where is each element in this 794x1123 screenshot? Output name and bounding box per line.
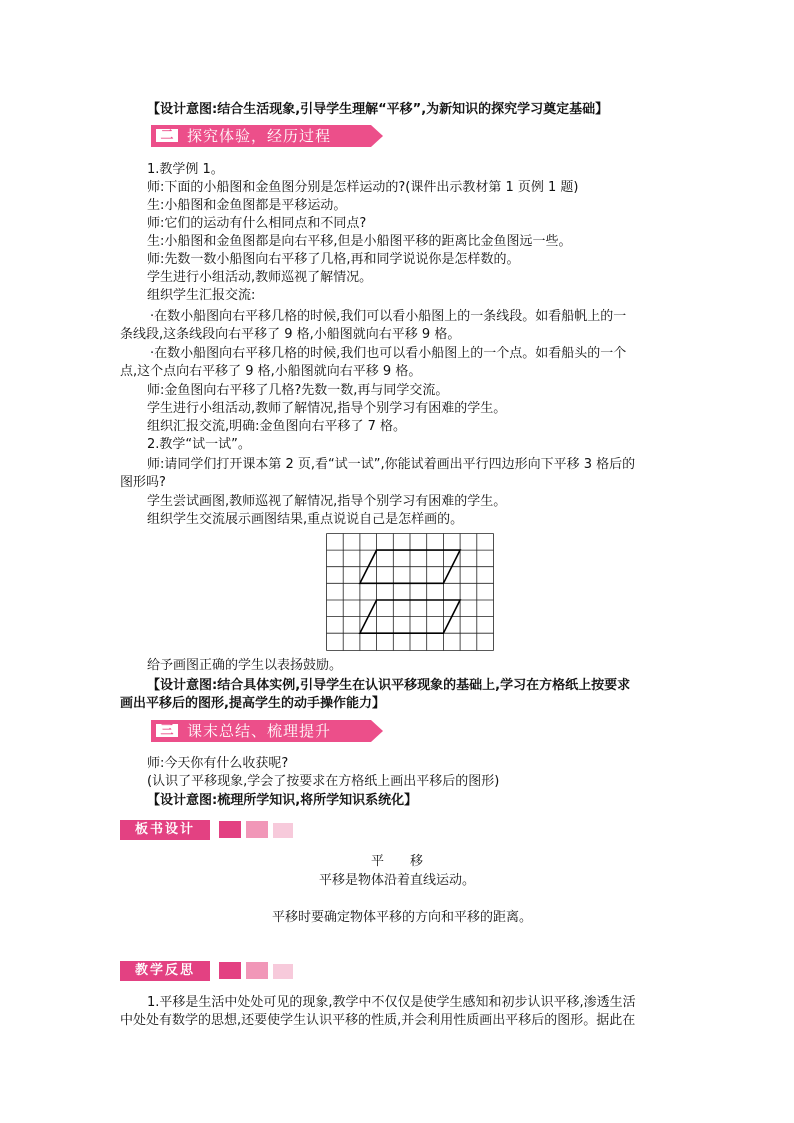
body-line: 给予画图正确的学生以表扬鼓励。 [147, 658, 343, 673]
section-tail-decoration [371, 720, 383, 742]
body-line: 点,这个点向右平移了 9 格,小船图就向右平移 9 格。 [120, 364, 422, 379]
body-line: 生:小船图和金鱼图都是平移运动。 [147, 198, 347, 213]
board-title: 平 移 [370, 854, 423, 869]
board-line-2: 平移时要确定物体平移的方向和平移的距离。 [272, 910, 533, 925]
body-line: 图形吗? [120, 475, 166, 490]
section-number: 三 [155, 723, 179, 738]
section-number: 二 [155, 128, 179, 143]
section-title: 探究体验，经历过程 [187, 127, 332, 145]
design-intent-3: 【设计意图:梳理所学知识,将所学知识系统化】 [147, 793, 418, 808]
decor-square [273, 823, 293, 838]
section-title: 课末总结、梳理提升 [187, 722, 332, 740]
body-line: ·在数小船图向右平移几格的时候,我们可以看小船图上的一条线段。如看船帆上的一 [150, 309, 627, 324]
body-line: 师:请同学们打开课本第 2 页,看“试一试”,你能试着画出平行四边形向下平移 3 格后的 [147, 457, 636, 472]
body-line: 2.教学“试一试”。 [147, 437, 251, 452]
decor-square [246, 962, 268, 979]
reflection-label: 教学反思 [120, 961, 210, 981]
body-line: ·在数小船图向右平移几格的时候,我们也可以看小船图上的一个点。如看船头的一个 [150, 346, 627, 361]
body-line: 条线段,这条线段向右平移了 9 格,小船图就向右平移 9 格。 [120, 327, 461, 342]
body-line: 学生进行小组活动,教师巡视了解情况。 [147, 270, 373, 285]
board-line-1: 平移是物体沿着直线运动。 [318, 873, 475, 888]
summary-line: 师:今天你有什么收获呢? [147, 756, 289, 771]
body-line: 学生尝试画图,教师巡视了解情况,指导个别学习有困难的学生。 [147, 494, 507, 509]
decor-square [246, 821, 268, 838]
body-line: 1.教学例 1。 [147, 162, 224, 177]
design-intent-2-cont: 画出平移后的图形,提高学生的动手操作能力】 [120, 696, 385, 711]
reflection-line: 1.平移是生活中处处可见的现象,教学中不仅仅是使学生感知和初步认识平移,渗透生活 [147, 995, 636, 1010]
body-line: 师:先数一数小船图向右平移了几格,再和同学说说你是怎样数的。 [147, 252, 520, 267]
board-design-label: 板书设计 [120, 820, 210, 840]
design-intent-1: 【设计意图:结合生活现象,引导学生理解“平移”,为新知识的探究学习奠定基础】 [147, 102, 609, 117]
design-intent-2: 【设计意图:结合具体实例,引导学生在认识平移现象的基础上,学习在方格纸上按要求 [147, 678, 631, 693]
section-tail-decoration [371, 125, 383, 147]
body-line: 学生进行小组活动,教师了解情况,指导个别学习有困难的学生。 [147, 401, 507, 416]
body-line: 生:小船图和金鱼图都是向右平移,但是小船图平移的距离比金鱼图远一些。 [147, 234, 572, 249]
section-header-2 [151, 125, 371, 147]
body-line: 组织汇报交流,明确:金鱼图向右平移了 7 格。 [147, 419, 407, 434]
body-line: 师:金鱼图向右平移了几格?先数一数,再与同学交流。 [147, 383, 449, 398]
body-line: 组织学生汇报交流: [147, 288, 256, 303]
grid-paper-figure [326, 533, 494, 651]
reflection-line: 中处处有数学的思想,还要使学生认识平移的性质,并会利用性质画出平移后的图形。据此在 [120, 1013, 636, 1028]
body-line: 师:它们的运动有什么相同点和不同点? [147, 216, 367, 231]
decor-square [219, 821, 241, 838]
decor-square [273, 964, 293, 979]
body-line: 组织学生交流展示画图结果,重点说说自己是怎样画的。 [147, 512, 464, 527]
body-line: 师:下面的小船图和金鱼图分别是怎样运动的?(课件出示教材第 1 页例 1 题) [147, 180, 579, 195]
summary-line: (认识了平移现象,学会了按要求在方格纸上画出平移后的图形) [147, 774, 500, 789]
decor-square [219, 962, 241, 979]
section-header-3 [151, 720, 371, 742]
